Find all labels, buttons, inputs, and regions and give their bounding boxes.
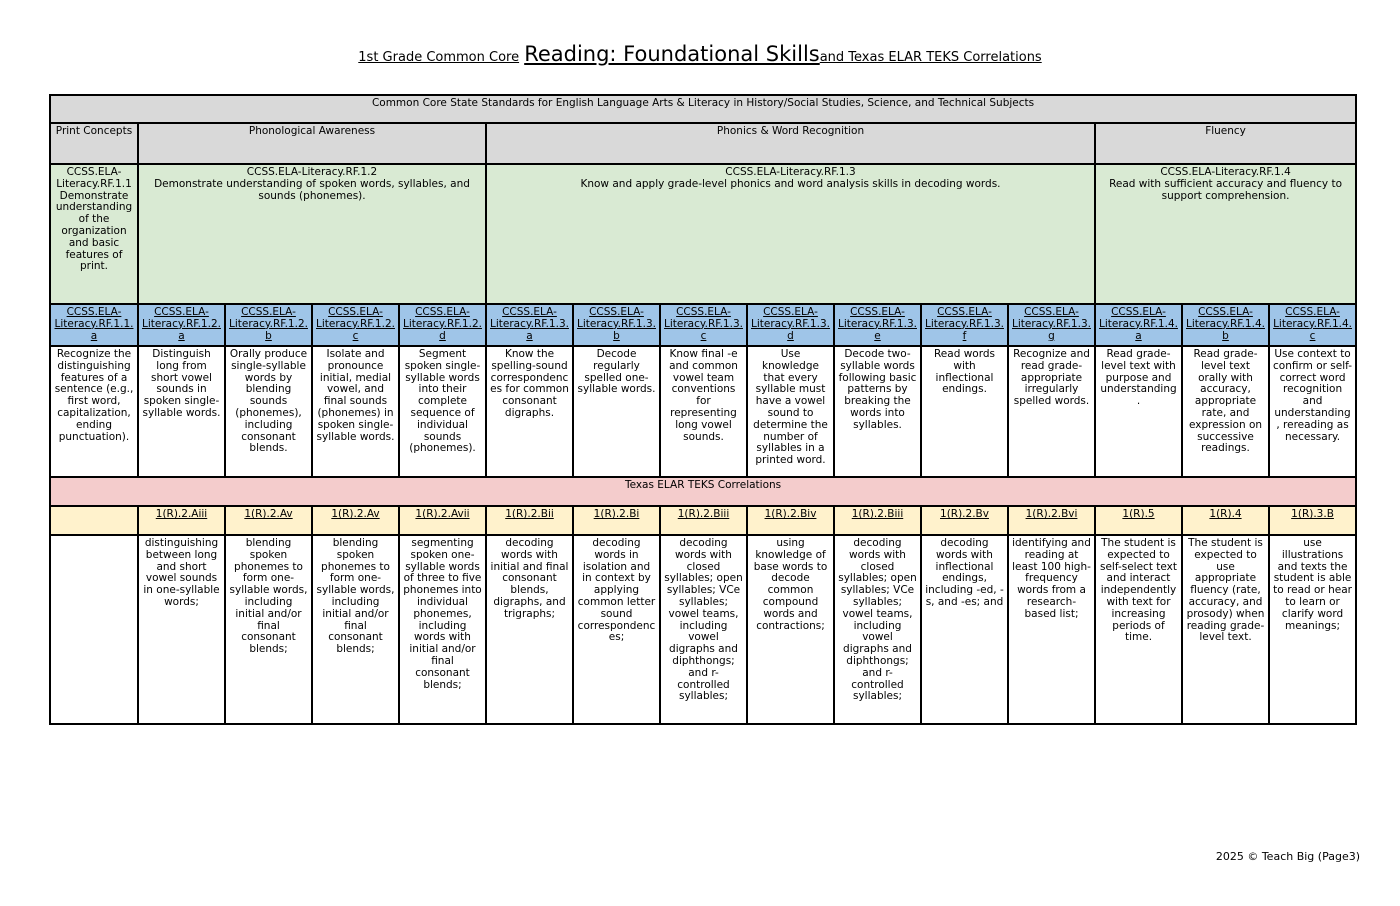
standard-code-link[interactable]: CCSS.ELA-Literacy.RF.1.1.a (50, 304, 138, 346)
teks-desc: decoding words with closed syllables; open syllables; VCe syllables; vowel teams, including vowel digraphs and diphthongs; and r-controlled syllables; (834, 535, 921, 724)
cluster-rf-1-2 (138, 164, 486, 304)
standard-desc: Segment spoken single-syllable words into their complete sequence of individual sounds (phonemes). (399, 346, 486, 477)
standard-desc: Know the spelling-sound correspondences for common consonant digraphs. (486, 346, 573, 477)
standard-desc: Use knowledge that every syllable must have a vowel sound to determine the number of syllables in a printed word. (747, 346, 834, 477)
teks-desc: blending spoken phonemes to form one-syllable words, including initial and/or final consonant blends; (312, 535, 399, 724)
standard-desc: Recognize and read grade-appropriate irregularly spelled words. (1008, 346, 1095, 477)
cluster-text: Demonstrate understanding of the organization and basic features of print. (55, 189, 133, 273)
teks-code-link[interactable]: 1(R).4 (1182, 506, 1269, 535)
teks-desc (50, 535, 138, 724)
standard-code-link[interactable]: CCSS.ELA-Literacy.RF.1.3.d (747, 304, 834, 346)
standard-desc: Know final -e and common vowel team conventions for representing long vowel sounds. (660, 346, 747, 477)
cluster-rf-1-3 (486, 164, 1095, 304)
standard-desc: Read words with inflectional endings. (921, 346, 1008, 477)
teks-code-link[interactable]: 1(R).2.Biii (660, 506, 747, 535)
standard-desc: Distinguish long from short vowel sounds in spoken single-syllable words. (138, 346, 225, 477)
teks-desc: The student is expected to self-select text and interact independently with text for increasing periods of time. (1095, 535, 1182, 724)
cluster-text: Demonstrate understanding of spoken words, syllables, and sounds (phonemes). (154, 177, 470, 202)
teks-desc: decoding words with inflectional endings, including -ed, -s, and -es; and (921, 535, 1008, 724)
cluster-code: CCSS.ELA-Literacy.RF.1.2 (246, 166, 378, 178)
teks-desc: use illustrations and texts the student is able to read or hear to learn or clarify word meanings; (1269, 535, 1356, 724)
teks-desc: decoding words with closed syllables; open syllables; VCe syllables; vowel teams, including vowel digraphs and diphthongs; and r-controlled syllables; (660, 535, 747, 724)
teks-desc: using knowledge of base words to decode common compound words and contractions; (747, 535, 834, 724)
domain-print-concepts: Print Concepts (50, 123, 138, 164)
standard-code-link[interactable]: CCSS.ELA-Literacy.RF.1.2.a (138, 304, 225, 346)
cluster-code: CCSS.ELA-Literacy.RF.1.1 (56, 166, 132, 190)
standard-code-link[interactable]: CCSS.ELA-Literacy.RF.1.2.d (399, 304, 486, 346)
teks-code-link[interactable]: 1(R).2.Av (312, 506, 399, 535)
teks-code-link[interactable]: 1(R).5 (1095, 506, 1182, 535)
teks-desc: identifying and reading at least 100 high-frequency words from a research-based list; (1008, 535, 1095, 724)
cluster-rf-1-1 (50, 164, 138, 304)
teks-code-link[interactable]: 1(R).2.Aiii (138, 506, 225, 535)
ccss-banner: Common Core State Standards for English Language Arts & Literacy in History/Social Studies, Science, and Technical Subjects (50, 95, 1356, 123)
standard-code-link[interactable]: CCSS.ELA-Literacy.RF.1.4.a (1095, 304, 1182, 346)
cluster-text: Read with sufficient accuracy and fluency to support comprehension. (1109, 177, 1343, 202)
teks-desc: decoding words in isolation and in context by applying common letter sound correspondences; (573, 535, 660, 724)
standard-desc: Decode two-syllable words following basic patterns by breaking the words into syllables. (834, 346, 921, 477)
standard-code-link[interactable]: CCSS.ELA-Literacy.RF.1.2.c (312, 304, 399, 346)
standard-code-link[interactable]: CCSS.ELA-Literacy.RF.1.3.e (834, 304, 921, 346)
standard-code-link[interactable]: CCSS.ELA-Literacy.RF.1.3.g (1008, 304, 1095, 346)
teks-code-row (50, 506, 1356, 535)
teks-desc-row (50, 535, 1356, 724)
standard-desc: Isolate and pronounce initial, medial vowel, and final sounds (phonemes) in spoken single-syllable words. (312, 346, 399, 477)
page-footer: 2025 © Teach Big (Page3) (1215, 850, 1360, 863)
title-prefix: 1st Grade Common Core (358, 50, 520, 65)
page-title (0, 42, 1400, 66)
standard-desc: Read grade-level text orally with accuracy, appropriate rate, and expression on successive readings. (1182, 346, 1269, 477)
teks-code-link[interactable]: 1(R).2.Bi (573, 506, 660, 535)
cluster-code: CCSS.ELA-Literacy.RF.1.4 (1160, 166, 1291, 178)
teks-desc: The student is expected to use appropriate fluency (rate, accuracy, and prosody) when reading grade-level text. (1182, 535, 1269, 724)
standard-desc: Orally produce single-syllable words by blending sounds (phonemes), including consonant blends. (225, 346, 312, 477)
standard-desc: Use context to confirm or self-correct word recognition and understanding, rereading as necessary. (1269, 346, 1356, 477)
title-main: Reading: Foundational Skills (524, 42, 820, 66)
standard-code-link[interactable]: CCSS.ELA-Literacy.RF.1.4.b (1182, 304, 1269, 346)
title-suffix: and Texas ELAR TEKS Correlations (819, 50, 1042, 65)
domain-phonological-awareness: Phonological Awareness (138, 123, 486, 164)
teks-banner: Texas ELAR TEKS Correlations (50, 477, 1356, 506)
standard-code-link[interactable]: CCSS.ELA-Literacy.RF.1.3.f (921, 304, 1008, 346)
teks-code-empty (50, 506, 138, 535)
standard-code-link[interactable]: CCSS.ELA-Literacy.RF.1.3.c (660, 304, 747, 346)
teks-code-link[interactable]: 1(R).3.B (1269, 506, 1356, 535)
teks-desc: decoding words with initial and final consonant blends, digraphs, and trigraphs; (486, 535, 573, 724)
standard-code-link[interactable]: CCSS.ELA-Literacy.RF.1.2.b (225, 304, 312, 346)
teks-desc: distinguishing between long and short vowel sounds in one-syllable words; (138, 535, 225, 724)
standard-code-link[interactable]: CCSS.ELA-Literacy.RF.1.3.b (573, 304, 660, 346)
standard-desc: Recognize the distinguishing features of a sentence (e.g., first word, capitalization, ending punctuation). (50, 346, 138, 477)
standard-code-row (50, 304, 1356, 346)
domain-fluency: Fluency (1095, 123, 1356, 164)
standard-desc: Read grade-level text with purpose and understanding. (1095, 346, 1182, 477)
teks-code-link[interactable]: 1(R).2.Bii (486, 506, 573, 535)
standard-code-link[interactable]: CCSS.ELA-Literacy.RF.1.3.a (486, 304, 573, 346)
teks-desc: segmenting spoken one-syllable words of three to five phonemes into individual phonemes, including words with initial and/or final consonant blends; (399, 535, 486, 724)
cluster-text: Know and apply grade-level phonics and word analysis skills in decoding words. (580, 177, 1001, 190)
cluster-code: CCSS.ELA-Literacy.RF.1.3 (725, 166, 856, 178)
domain-phonics-word-recognition: Phonics & Word Recognition (486, 123, 1095, 164)
standard-desc: Decode regularly spelled one-syllable words. (573, 346, 660, 477)
cluster-rf-1-4 (1095, 164, 1356, 304)
correlation-table (49, 94, 1357, 725)
teks-code-link[interactable]: 1(R).2.Avii (399, 506, 486, 535)
teks-desc: blending spoken phonemes to form one-syllable words, including initial and/or final consonant blends; (225, 535, 312, 724)
teks-code-link[interactable]: 1(R).2.Biii (834, 506, 921, 535)
teks-code-link[interactable]: 1(R).2.Bv (921, 506, 1008, 535)
teks-code-link[interactable]: 1(R).2.Bvi (1008, 506, 1095, 535)
standard-desc-row (50, 346, 1356, 477)
standard-code-link[interactable]: CCSS.ELA-Literacy.RF.1.4.c (1269, 304, 1356, 346)
teks-code-link[interactable]: 1(R).2.Av (225, 506, 312, 535)
teks-code-link[interactable]: 1(R).2.Biv (747, 506, 834, 535)
